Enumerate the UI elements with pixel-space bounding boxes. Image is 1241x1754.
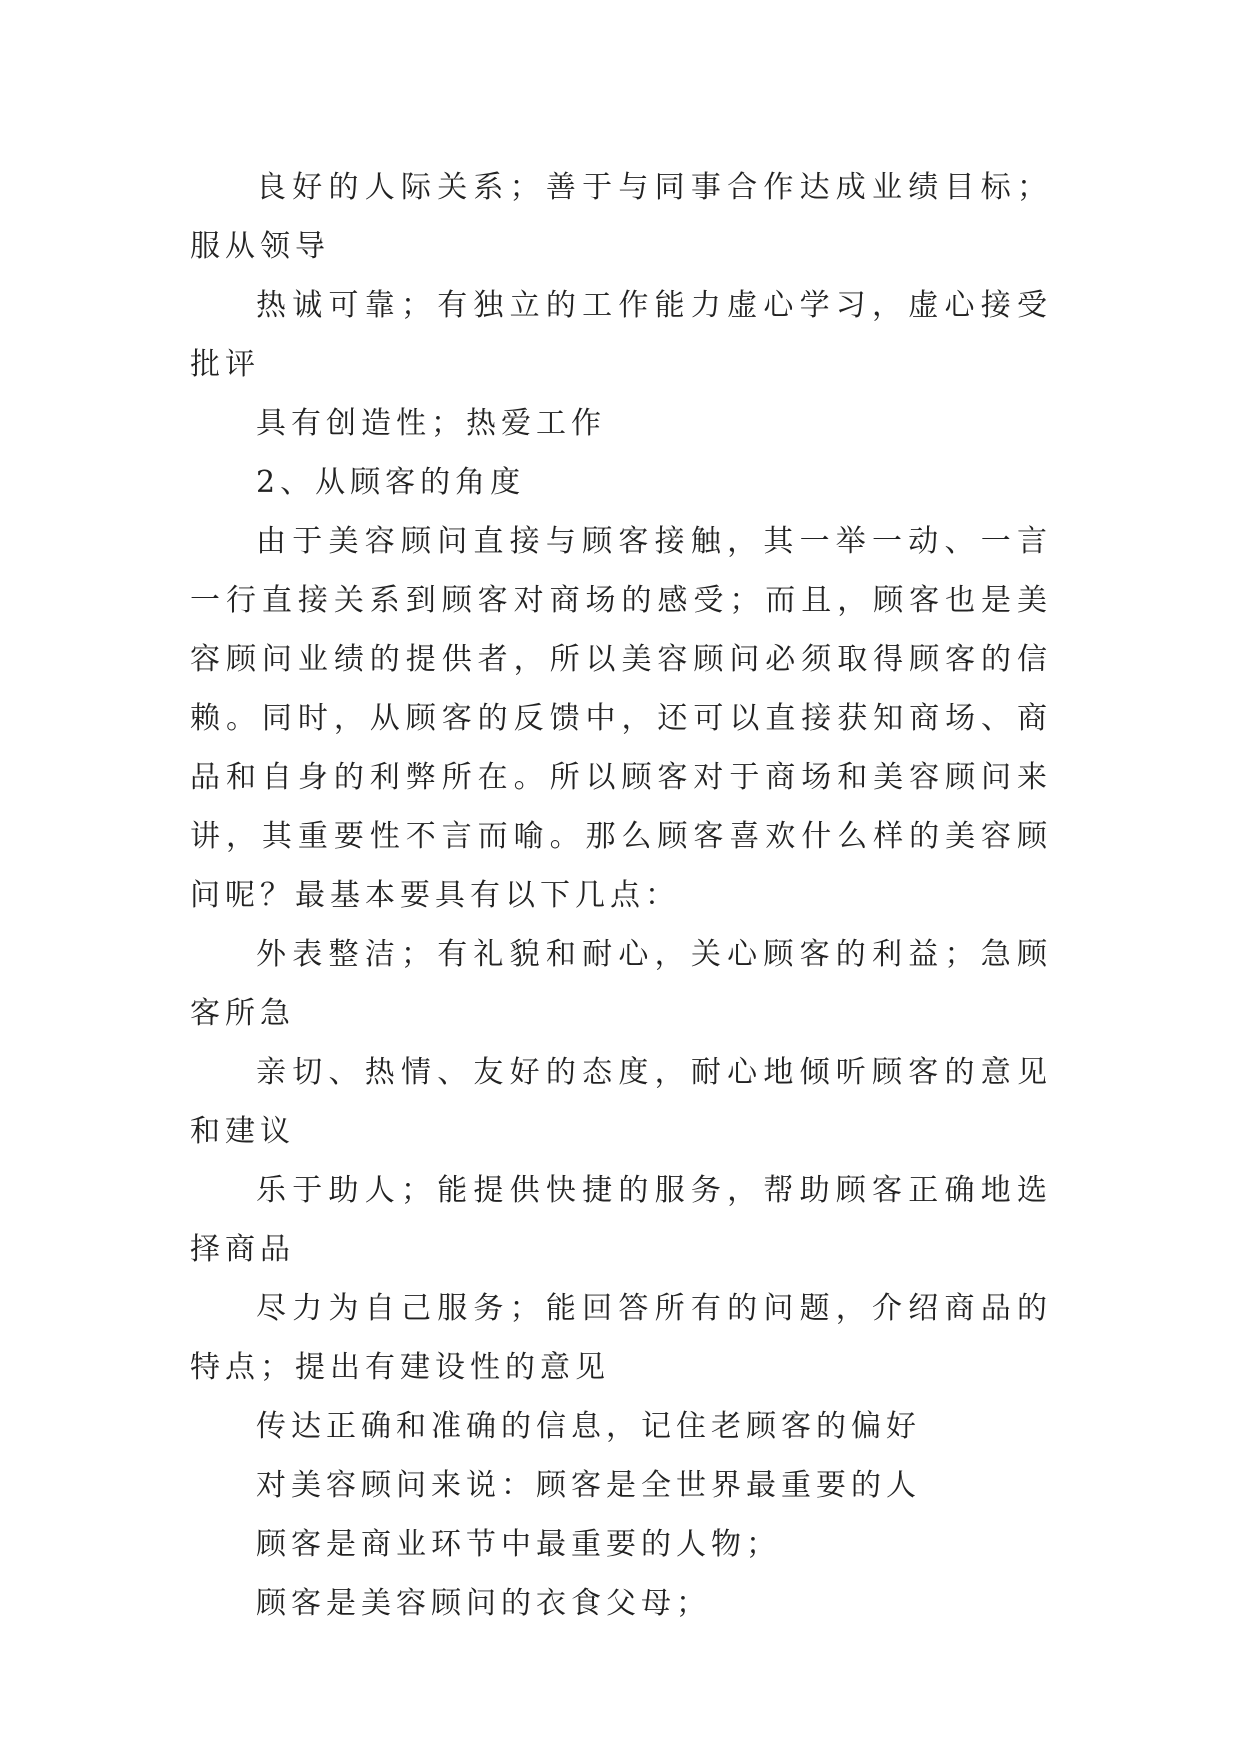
section-heading: 2、从顾客的角度 [256, 465, 526, 500]
paragraph: 顾客是商业环节中最重要的人物； [256, 1527, 781, 1562]
document-body [190, 158, 1052, 1633]
paragraph: 亲切、热情、友好的态度，耐心地倾听顾客的意见和建议 [190, 1055, 1052, 1149]
paragraph: 传达正确和准确的信息，记住老顾客的偏好 [256, 1409, 921, 1444]
paragraph: 乐于助人；能提供快捷的服务，帮助顾客正确地选择商品 [190, 1173, 1052, 1267]
paragraph: 外表整洁；有礼貌和耐心，关心顾客的利益；急顾客所急 [190, 937, 1052, 1031]
paragraph: 尽力为自己服务；能回答所有的问题，介绍商品的特点；提出有建设性的意见 [190, 1291, 1052, 1385]
paragraph: 由于美容顾问直接与顾客接触，其一举一动、一言一行直接关系到顾客对商场的感受；而且，顾客也是美容顾问业绩的提供者，所以美容顾问必须取得顾客的信赖。同时，从顾客的反馈中，还可以直接获知商场、商品和自身的利弊所在。所以顾客对于商场和美容顾问来讲，其重要性不言而喻。那么顾客喜欢什么样的美容顾问呢？最基本要具有以下几点： [190, 524, 1052, 913]
paragraph: 热诚可靠；有独立的工作能力虚心学习，虚心接受批评 [190, 288, 1052, 382]
paragraph: 对美容顾问来说：顾客是全世界最重要的人 [256, 1468, 921, 1503]
paragraph: 良好的人际关系；善于与同事合作达成业绩目标；服从领导 [190, 170, 1052, 264]
paragraph: 具有创造性；热爱工作 [256, 406, 606, 441]
paragraph: 顾客是美容顾问的衣食父母； [256, 1586, 711, 1621]
